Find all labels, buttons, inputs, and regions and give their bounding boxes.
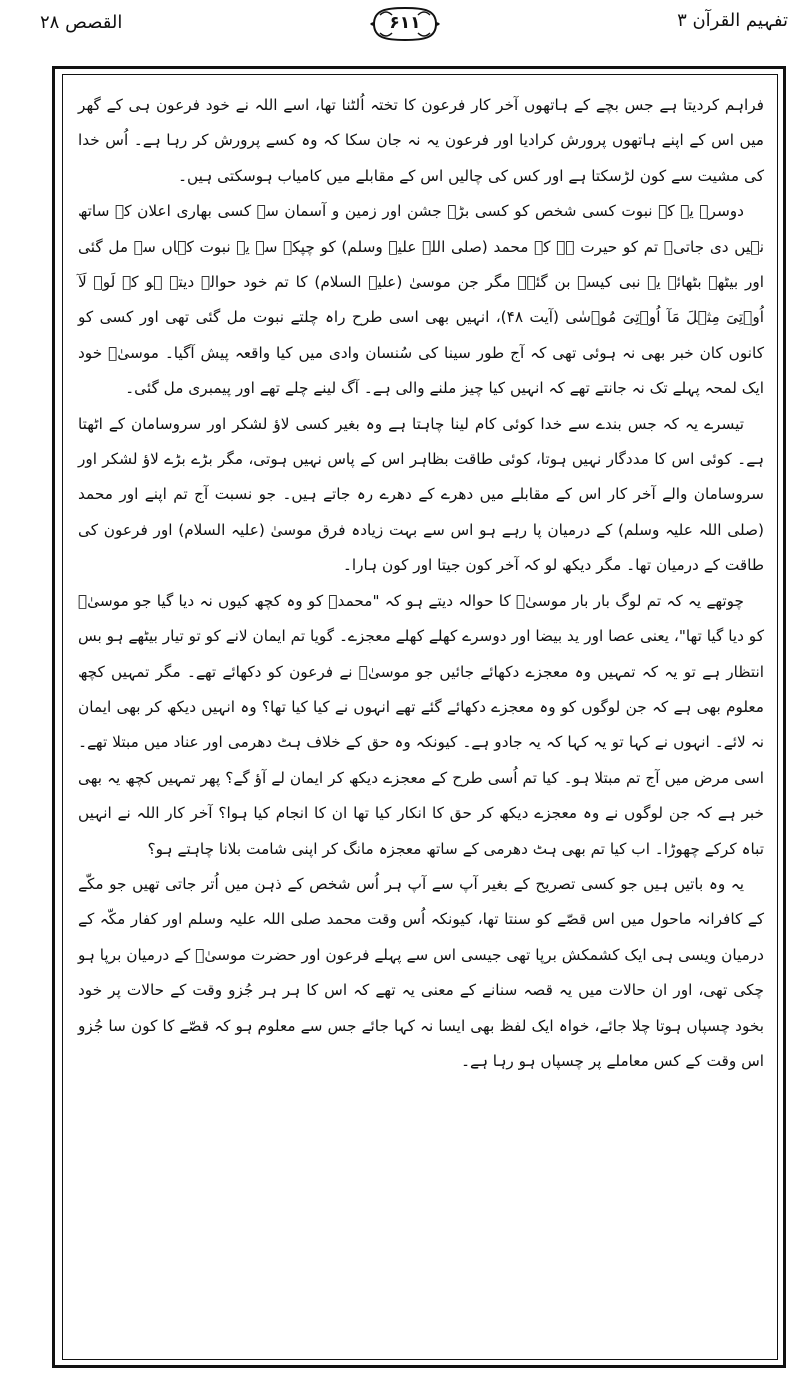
book-title: تفہیم القرآن ۳ <box>677 10 788 31</box>
page-number: ۶۱۱ <box>389 13 421 33</box>
paragraph: تیسرے یہ کہ جس بندے سے خدا کوئی کام لینا چاہتا ہے وہ بغیر کسی لاؤ لشکر اور سروسامان کے اٹھتا ہے۔ کوئی اس کا مددگار نہیں ہوتا، کوئی طاقت بظاہر اس کے پاس نہیں ہوتی، مگر بڑے بڑے لاؤ لشکر اور سروسامان والے آخر کار اس کے مقابلے میں دھرے کے دھرے رہ جاتے ہیں۔ جو نسبت آج تم اپنے اور محمد (صلی اللہ علیہ وسلم) کے درمیان پا رہے ہو اس سے بہت زیادہ فرق موسیٰ (علیہ السلام) اور فرعون کی طاقت کے درمیان تھا۔ مگر دیکھ لو کہ آخر کون جیتا اور کون ہارا۔ <box>78 414 764 575</box>
page-header <box>0 0 800 50</box>
page-number-ornament <box>368 4 442 44</box>
body-text <box>78 88 764 1079</box>
paragraph: فراہم کردیتا ہے جس بچے کے ہاتھوں آخر کار فرعون کا تختہ اُلٹنا تھا، اسے اللہ نے خود فرعون ہی کے گھر میں اس کے اپنے ہاتھوں پرورش کرادیا اور فرعون یہ نہ جان سکا کہ وہ کسے پرورش کر رہا ہے۔ اُس خدا کی مشیت سے کون لڑسکتا ہے اور کس کی چالیں اس کے مقابلے میں کامیاب ہوسکتی ہیں۔ <box>78 96 764 185</box>
paragraph: چوتھے یہ کہ تم لوگ بار بار موسیٰؑ کا حوالہ دیتے ہو کہ "محمدؐ کو وہ کچھ کیوں نہ دیا گیا جو موسیٰؑ کو دیا گیا تھا"، یعنی عصا اور ید بیضا اور دوسرے کھلے کھلے معجزے۔ گویا تم ایمان لانے کو تو تیار بیٹھے ہو بس انتظار ہے تو یہ کہ تمہیں وہ معجزے دکھائے جائیں جو موسیٰؑ نے فرعون کو دکھائے تھے۔ مگر تمہیں کچھ معلوم بھی ہے کہ جن لوگوں کو وہ معجزے دکھائے گئے تھے انہوں نے کیا کیا تھا؟ وہ انہیں دیکھ کر بھی ایمان نہ لائے۔ انہوں نے کہا تو یہ کہا کہ یہ جادو ہے۔ کیونکہ وہ حق کے خلاف ہٹ دھرمی اور عناد میں مبتلا تھے۔ اسی مرض میں آج تم مبتلا ہو۔ کیا تم اُسی طرح کے معجزے دیکھ کر ایمان لے آؤ گے؟ پھر تمہیں کچھ یہ بھی خبر ہے کہ جن لوگوں نے وہ معجزے دیکھ کر حق کا انکار کیا تھا ان کا انجام کیا ہوا؟ آخر کار اللہ نے انہیں تباہ کرکے چھوڑا۔ اب کیا تم بھی ہٹ دھرمی کے ساتھ معجزہ مانگ کر اپنی شامت بلانا چاہتے ہو؟ <box>78 591 764 858</box>
paragraph: یہ وہ باتیں ہیں جو کسی تصریح کے بغیر آپ سے آپ ہر اُس شخص کے ذہن میں اُتر جاتی تھیں جو مکّے کے کافرانہ ماحول میں اس قصّے کو سنتا تھا، کیونکہ اُس وقت محمد صلی اللہ علیہ وسلم اور کفار مکّہ کے درمیان ویسی ہی ایک کشمکش برپا تھی جیسی اس سے پہلے فرعون اور حضرت موسیٰؑ کے درمیان برپا ہو چکی تھی، اور ان حالات میں یہ قصہ سنانے کے معنی یہ تھے کہ اس کا ہر ہر جُزو وقت کے حالات پر خود بخود چسپاں ہوتا چلا جائے، خواہ ایک لفظ بھی ایسا نہ کہا جائے جس سے معلوم ہو کہ قصّے کا کون سا جُزو اس وقت کے کس معاملے پر چسپاں ہو رہا ہے۔ <box>78 874 764 1070</box>
chapter-reference: القصص ۲۸ <box>40 12 123 33</box>
paragraph: دوسرے یہ کہ نبوت کسی شخص کو کسی بڑے جشن اور زمین و آسمان سے کسی بھاری اعلان کے ساتھ نہیں دی جاتی۔ تم کو حیرت ہے کہ محمد (صلی اللہ علیہ وسلم) کو چپکے سے یہ نبوت کہاں سے مل گئی اور بیٹھے بٹھائے یہ نبی کیسے بن گئے۔ مگر جن موسیٰ (علیہ السلام) کا تم خود حوالہ دیتے ہو کہ لَوۡ لَآ اُوۡتِیَ مِثۡلَ مَآ اُوۡتِیَ مُوۡسٰی (آیت ۴۸)، انہیں بھی اسی طرح راہ چلتے نبوت مل گئی تھی اور کسی کو کانوں کان خبر بھی نہ ہوئی تھی کہ آج طور سینا کی سُنسان وادی میں کیا واقعہ پیش آگیا۔ موسیٰؑ خود ایک لمحہ پہلے تک نہ جانتے تھے کہ انہیں کیا چیز ملنے والی ہے۔ آگ لینے چلے تھے اور پیمبری مل گئی۔ <box>78 202 764 398</box>
